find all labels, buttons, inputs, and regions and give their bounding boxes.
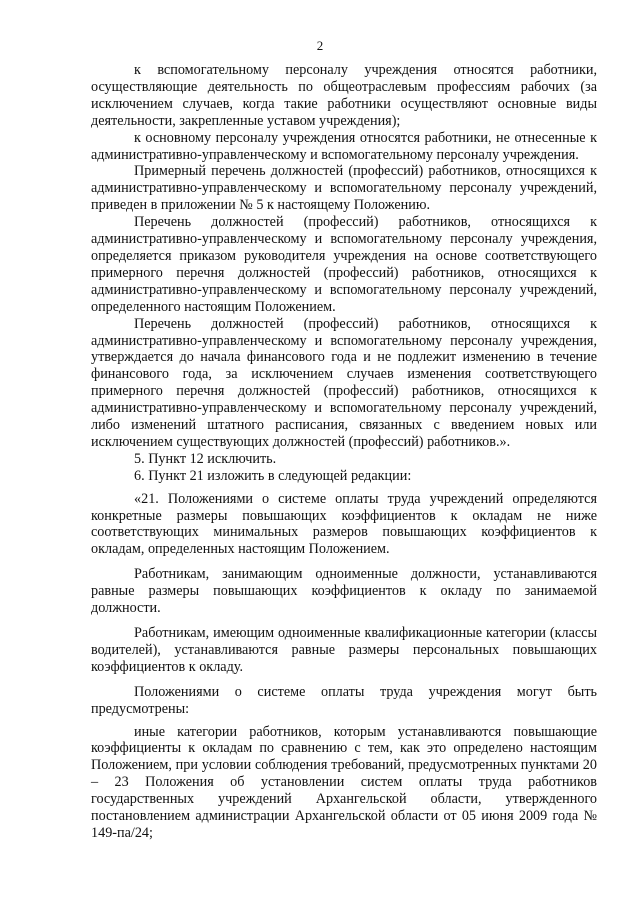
paragraph-auxiliary-staff: к вспомогательному персоналу учреждения относятся работники, осуществляющие деятельность по общеотраслевым профессиям рабочих (за исключением случаев, когда такие работники осуществляют основные виды деятельности, закрепленные уставом учреждения); (91, 62, 597, 129)
paragraph-main-staff: к основному персоналу учреждения относятся работники, не отнесенные к административно-управленческому и вспомогательному персоналу учреждения. (91, 129, 597, 163)
paragraph-item-6: 6. Пункт 21 изложить в следующей редакции: (134, 467, 412, 484)
paragraph-other-categories: иные категории работников, которым устанавливаются повышающие коэффициенты к окладам по сравнению с тем, как это определено настоящим Положением, при условии соблюдения требований, предусмотренных пунктами 20 – 23 Положения об установлении систем оплаты труда работников государственных учреждений Архангельской области, утвержденного постановлением администрации Архангельской области от 05 июня 2009 года № 149-па/24; (91, 723, 597, 841)
document-body (91, 62, 597, 842)
paragraph-item-5: 5. Пункт 12 исключить. (134, 450, 277, 467)
paragraph-sample-list: Примерный перечень должностей (профессий) работников, относящихся к административно-управленческому и вспомогательному персоналу учреждений, приведен в приложении № 5 к настоящему Положению. (91, 163, 597, 214)
paragraph-qualification-categories: Работникам, имеющим одноименные квалификационные категории (классы водителей), устанавливаются равные размеры персональных повышающих коэффициентов к окладу. (91, 625, 597, 675)
paragraph-list-approval: Перечень должностей (профессий) работников, относящихся к административно-управленческому и вспомогательному персоналу учреждения, утверждается до начала финансового года и не подлежит изменению в течение финансового года, за исключением случаев изменения соответствующего примерного перечня должностей (профессий) работников, относящихся к административно-управленческому и вспомогательному персоналу учреждений, либо изменений штатного расписания, связанных с введением новых или исключением существующих должностей (профессий) работников.». (91, 315, 597, 450)
paragraph-may-be-provided: Положениями о системе оплаты труда учреждения могут быть предусмотрены: (91, 683, 597, 717)
paragraph-clause-21: «21. Положениями о системе оплаты труда учреждений определяются конкретные размеры повышающих коэффициентов к окладам не ниже соответствующих минимальных размеров повышающих коэффициентов к окладам, определенных настоящим Положением. (91, 490, 597, 558)
page-number: 2 (316, 38, 324, 53)
paragraph-same-positions: Работникам, занимающим одноименные должности, устанавливаются равные размеры повышающих коэффициентов к окладу по занимаемой должности. (91, 566, 597, 617)
paragraph-list-defined-by-order: Перечень должностей (профессий) работников, относящихся к административно-управленческому и вспомогательному персоналу учреждения, определяется приказом руководителя учреждения на основе соответствующего примерного перечня должностей (профессий) работников, относящихся к административно-управленческому и вспомогательному персоналу учреждений, определенного настоящим Положением. (91, 214, 597, 315)
